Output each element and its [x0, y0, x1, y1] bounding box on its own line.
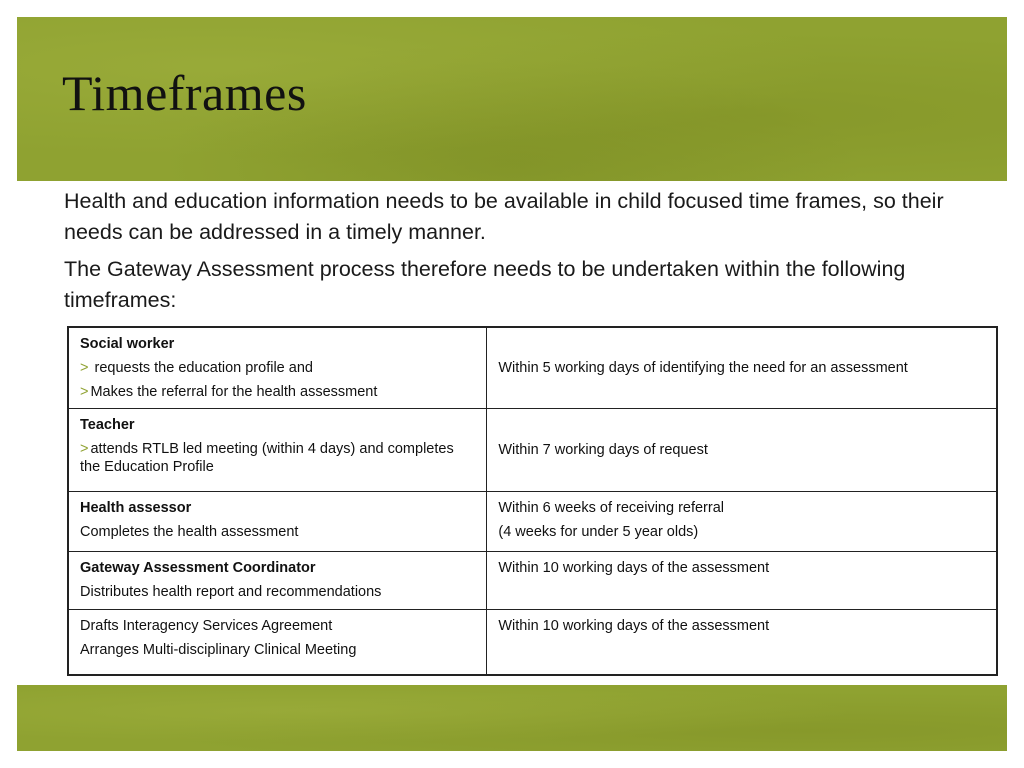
role-title: Gateway Assessment Coordinator: [80, 560, 316, 576]
task-text: Makes the referral for the health assessment: [90, 384, 378, 400]
timeframe-text: Within 7 working days of request: [498, 442, 708, 458]
table-row: [68, 610, 997, 676]
task-text: requests the education profile and: [90, 360, 313, 376]
role-cell: [68, 552, 487, 610]
intro-paragraph: Health and education information needs to be available in child focused time frames, so their needs can be addressed in a timely manner.: [64, 189, 944, 244]
table-row: [68, 492, 997, 552]
table-row: [68, 552, 997, 610]
timeframe-note: (4 weeks for under 5 year olds): [498, 524, 699, 540]
timeframes-table: [67, 326, 998, 676]
timeframe-text: Within 5 working days of identifying the need for an assessment: [498, 360, 908, 376]
task-line: [80, 383, 476, 401]
role-cell: [68, 610, 487, 676]
role-title: Teacher: [80, 417, 135, 433]
task-text: Arranges Multi-disciplinary Clinical Meeting: [80, 642, 357, 658]
role-cell: [68, 409, 487, 492]
timeframe-text: Within 10 working days of the assessment: [498, 618, 770, 634]
slide-body: [46, 186, 986, 322]
footer-texture-band: [17, 685, 1007, 751]
table-row: [68, 409, 997, 492]
task-line: [80, 359, 476, 377]
task-text: Completes the health assessment: [80, 524, 299, 540]
role-cell: [68, 492, 487, 552]
timeframe-text: Within 6 weeks of receiving referral: [498, 500, 725, 516]
table-row: [68, 327, 997, 409]
task-line: [80, 440, 476, 476]
task-text: attends RTLB led meeting (within 4 days) and completes the Education Profile: [80, 441, 454, 475]
timeframe-cell: [487, 409, 997, 492]
task-text: Distributes health report and recommendations: [80, 584, 382, 600]
timeframe-cell: [487, 327, 997, 409]
task-text: Drafts Interagency Services Agreement: [80, 618, 333, 634]
role-cell: [68, 327, 487, 409]
timeframe-cell: [487, 552, 997, 610]
timeframe-text: Within 10 working days of the assessment: [498, 560, 770, 576]
bullet-arrow-icon: >: [80, 384, 89, 400]
bullet-arrow-icon: >: [80, 360, 89, 376]
role-title: Social worker: [80, 336, 175, 352]
slide-title: Timeframes: [62, 65, 307, 121]
timeframe-cell: [487, 492, 997, 552]
process-paragraph: The Gateway Assessment process therefore needs to be undertaken within the following timeframes:: [64, 257, 906, 312]
bullet-arrow-icon: >: [80, 441, 89, 457]
timeframe-cell: [487, 610, 997, 676]
role-title: Health assessor: [80, 500, 192, 516]
